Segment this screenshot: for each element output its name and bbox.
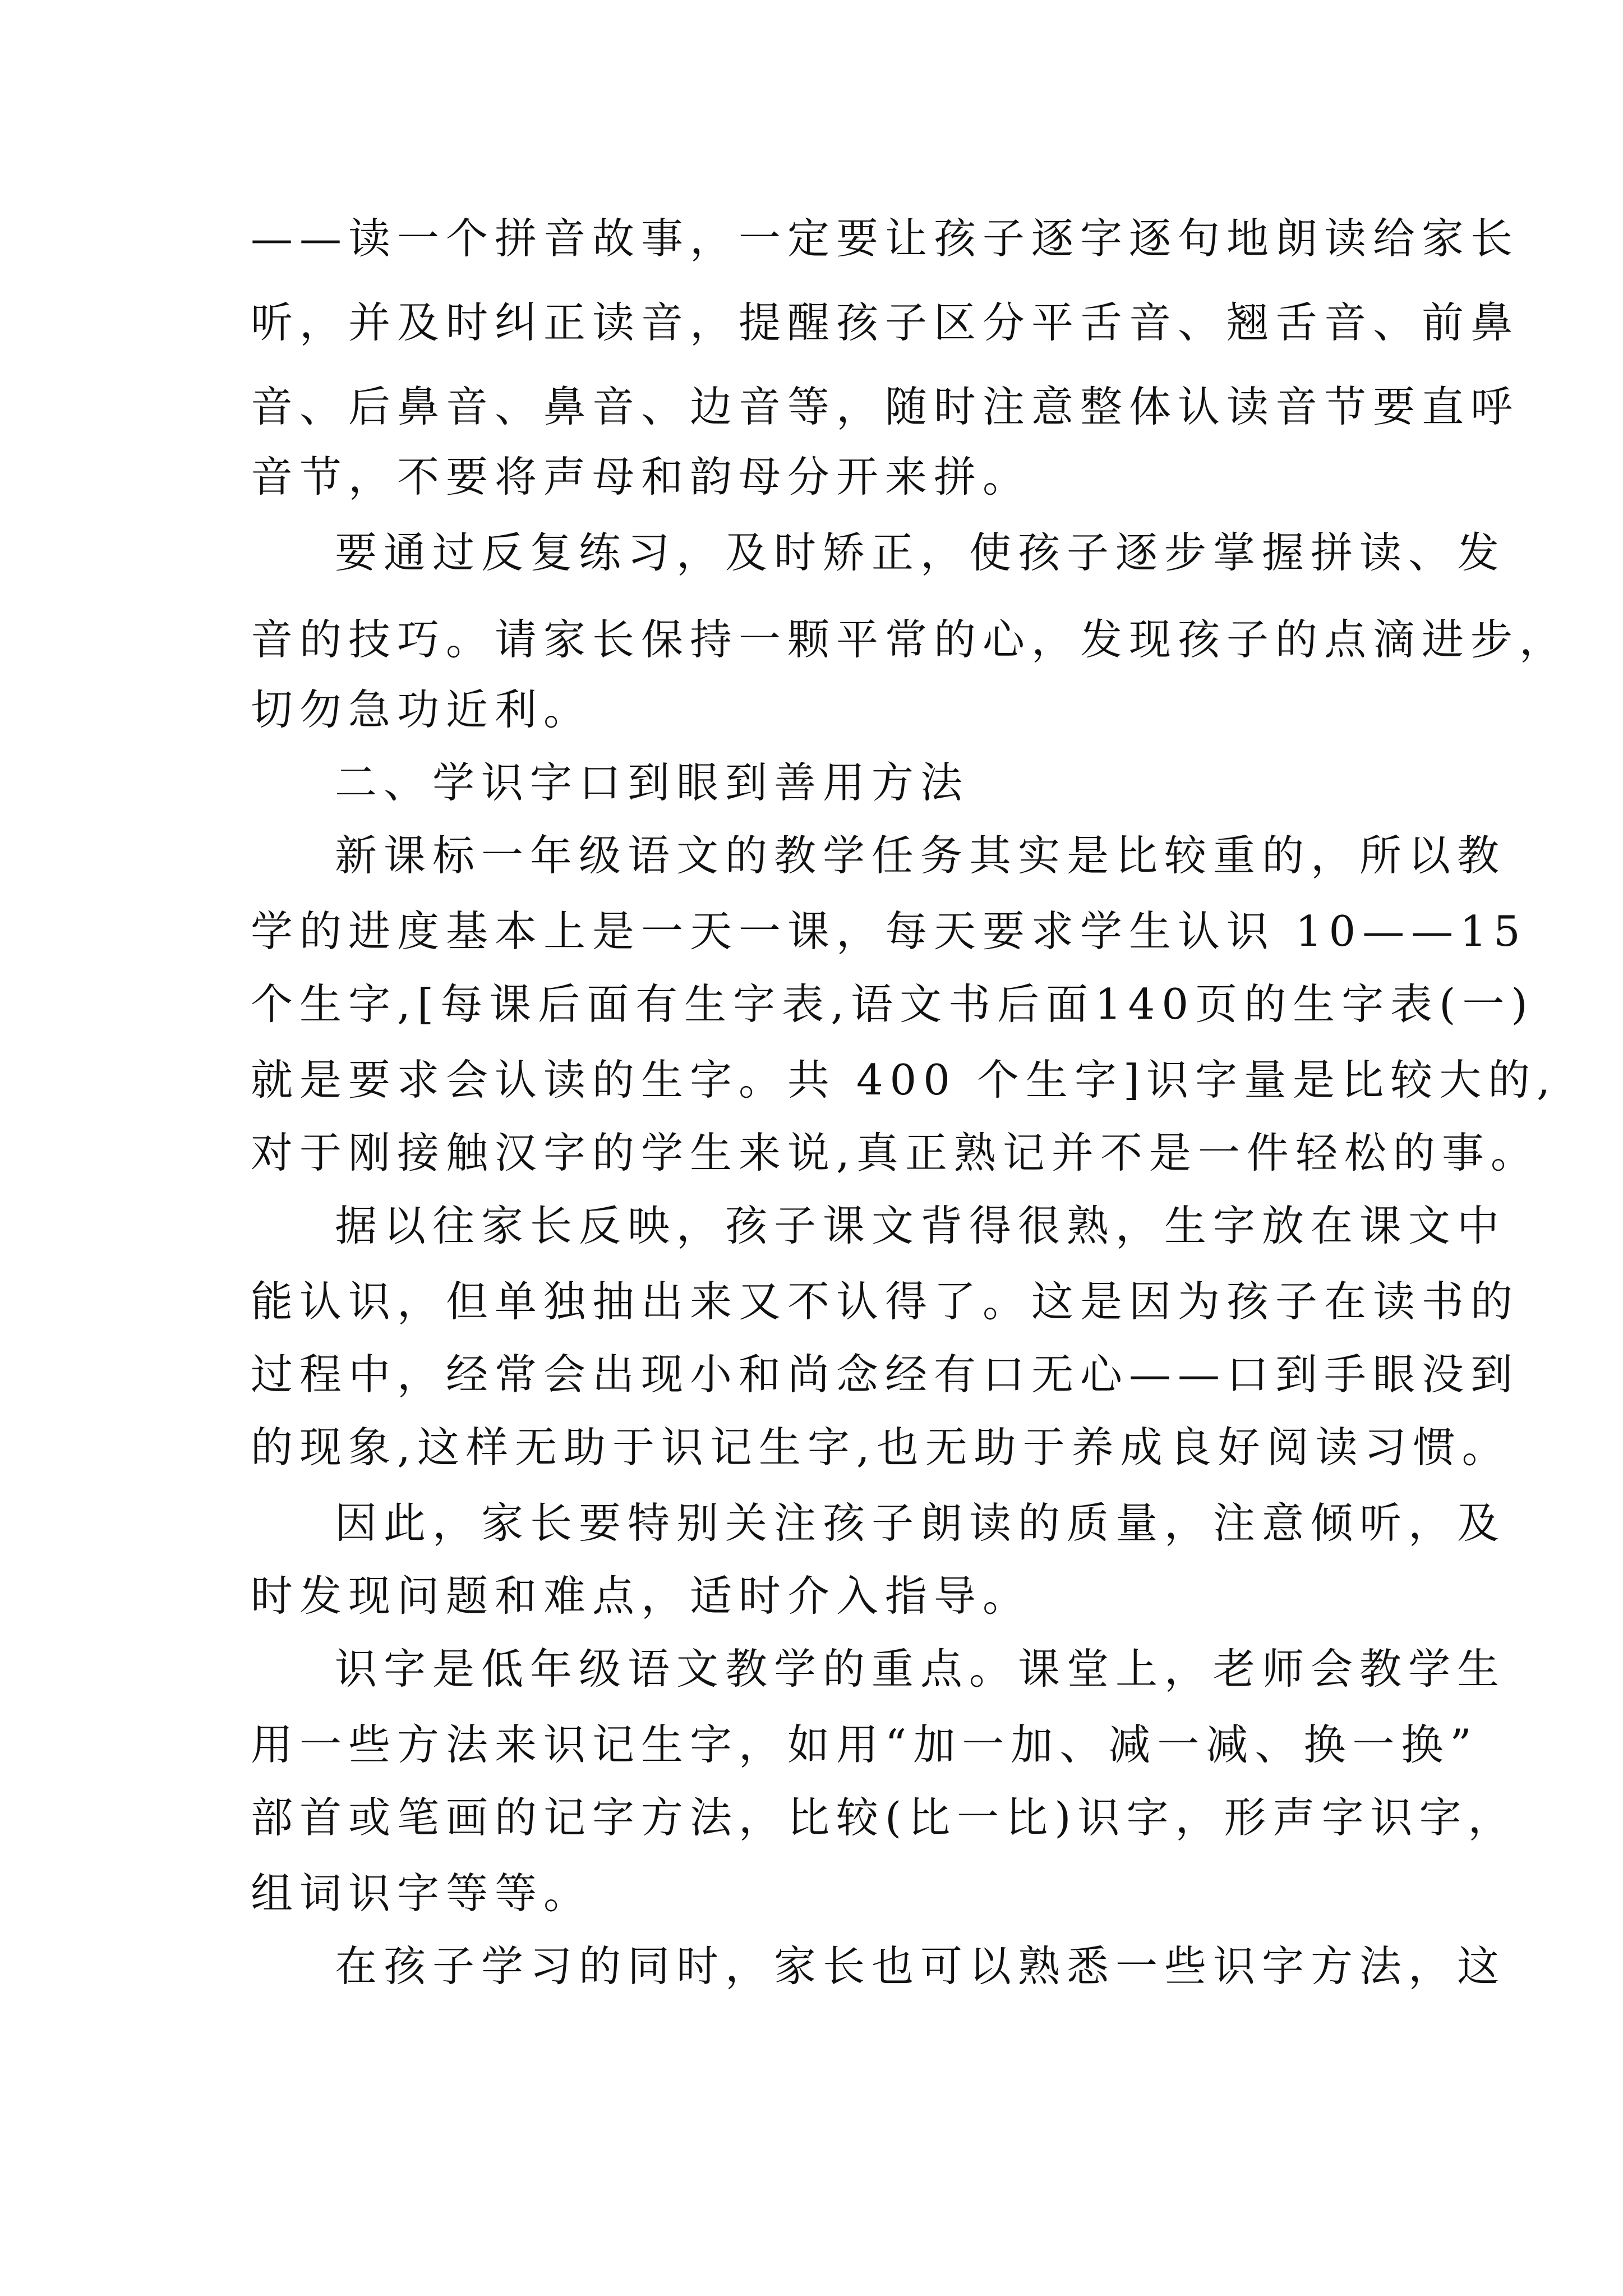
paragraph-line: 切勿急功近利。 — [251, 685, 593, 734]
paragraph-line: 过程中，经常会出现小和尚念经有口无心——口到手眼没到 — [251, 1350, 1520, 1399]
paragraph-line: ——读一个拼音故事，一定要让孩子逐字逐句地朗读给家长 — [251, 214, 1520, 263]
paragraph-line: 新课标一年级语文的教学任务其实是比较重的，所以教 — [335, 831, 1506, 880]
paragraph-line: 个生字,[每课后面有生字表,语文书后面140页的生字表(一) — [251, 979, 1534, 1029]
section-heading: 二、学识字口到眼到善用方法 — [335, 758, 970, 807]
paragraph-line: 时发现问题和难点，适时介入指导。 — [251, 1571, 1032, 1621]
paragraph-line: 识字是低年级语文教学的重点。课堂上，老师会教学生 — [335, 1644, 1506, 1694]
paragraph-line: 对于刚接触汉字的学生来说,真正熟记并不是一件轻松的事。 — [251, 1128, 1539, 1177]
paragraph-line: 的现象,这样无助于识记生字,也无助于养成良好阅读习惯。 — [251, 1423, 1511, 1472]
paragraph-line: 用一些方法来识记生字，如用“加一加、减一减、换一换” — [251, 1720, 1478, 1769]
paragraph-line: 因此，家长要特别关注孩子朗读的质量，注意倾听，及 — [335, 1498, 1506, 1548]
paragraph-line: 据以往家长反映，孩子课文背得很熟，生字放在课文中 — [335, 1201, 1506, 1250]
paragraph-line: 学的进度基本上是一天一课，每天要求学生认识 10——15 — [251, 907, 1527, 956]
paragraph-line: 音节，不要将声母和韵母分开来拼。 — [251, 452, 1032, 501]
paragraph-line: 在孩子学习的同时，家长也可以熟悉一些识字方法，这 — [335, 1941, 1506, 1991]
paragraph-line: 音、后鼻音、鼻音、边音等，随时注意整体认读音节要直呼 — [251, 382, 1520, 431]
paragraph-line: 部首或笔画的记字方法，比较(比一比)识字，形声字识字， — [251, 1793, 1517, 1842]
paragraph-line: 就是要求会认读的生字。共 400 个生字]识字量是比较大的, — [251, 1055, 1557, 1105]
paragraph-line: 组词识字等等。 — [251, 1869, 593, 1918]
paragraph-line: 要通过反复练习，及时矫正，使孩子逐步掌握拼读、发 — [335, 528, 1506, 577]
paragraph-line: 听，并及时纠正读音，提醒孩子区分平舌音、翘舌音、前鼻 — [251, 298, 1520, 347]
paragraph-line: 能认识，但单独抽出来又不认得了。这是因为孩子在读书的 — [251, 1277, 1520, 1326]
paragraph-line: 音的技巧。请家长保持一颗平常的心，发现孩子的点滴进步， — [251, 615, 1569, 664]
